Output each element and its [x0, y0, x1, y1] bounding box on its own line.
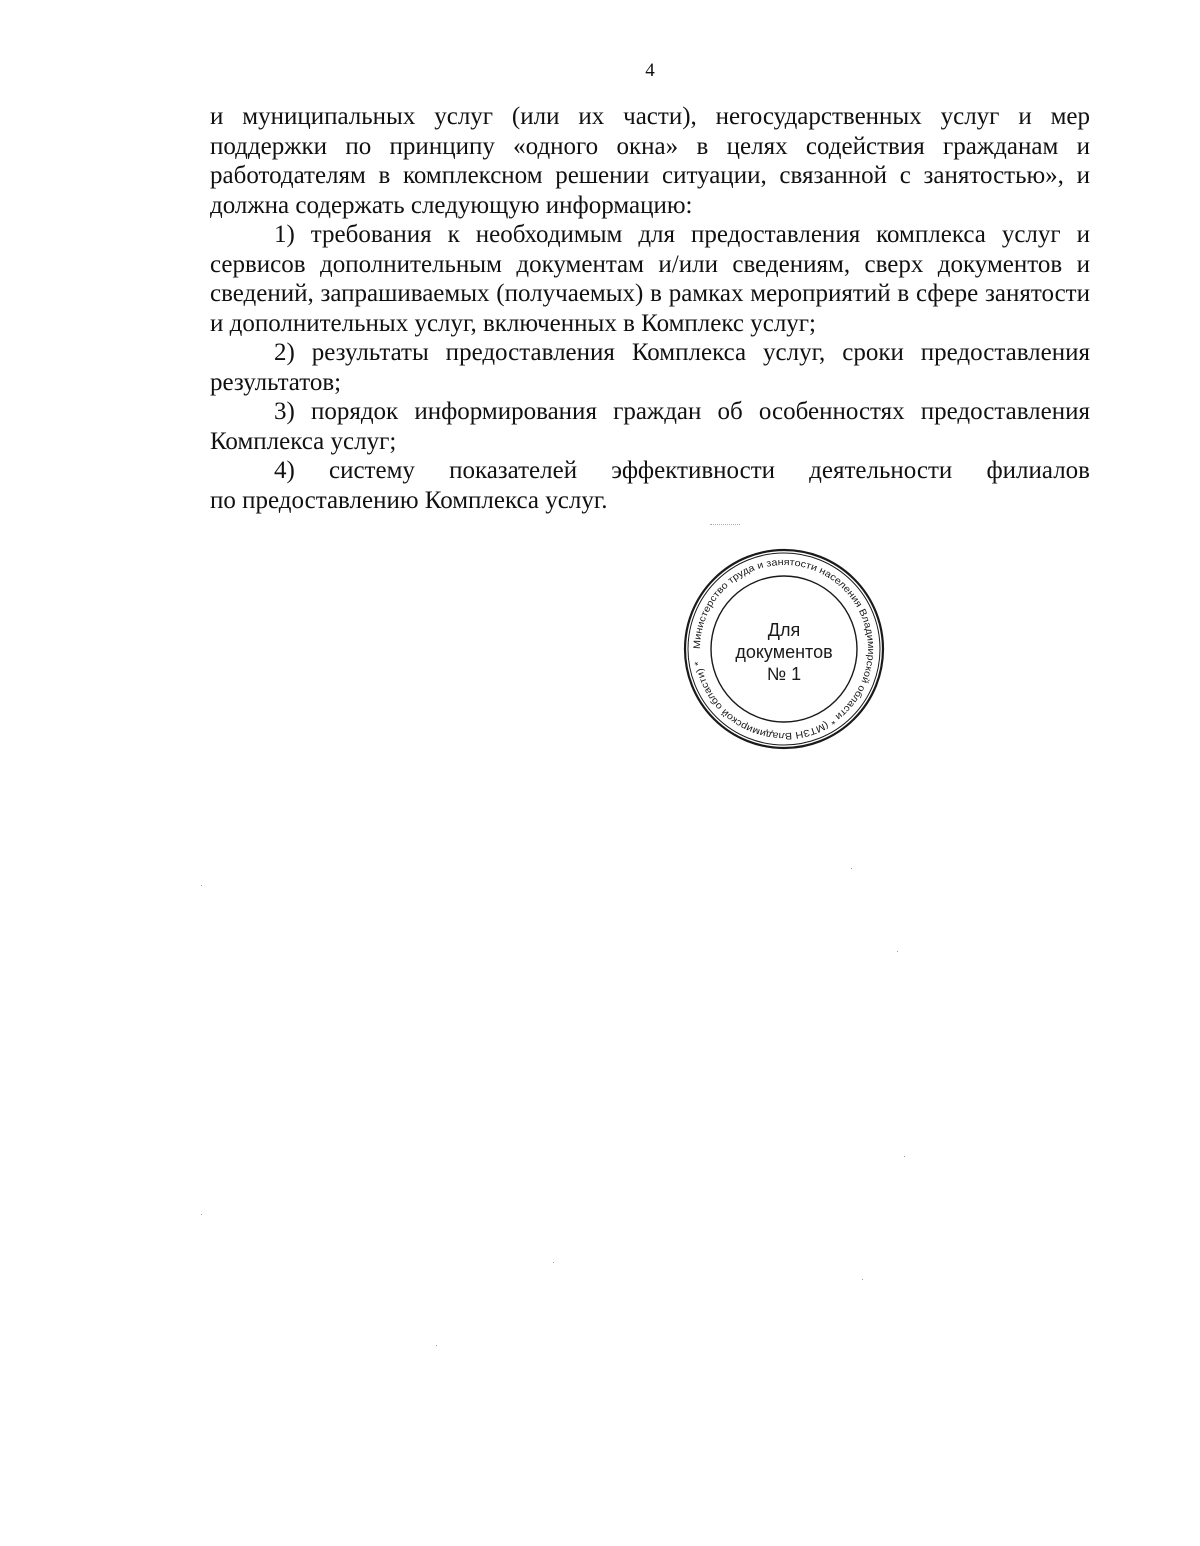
- scan-noise: [710, 524, 740, 525]
- scan-noise: [201, 885, 202, 886]
- list-item-3: 3) порядок информирования граждан об особенностях предоставления Комплекса услуг;: [210, 398, 1090, 455]
- list-item-4-line-2: по предоставлению Комплекса услуг.: [210, 486, 608, 514]
- seal-center-line-3: № 1: [766, 664, 802, 684]
- scan-noise: [904, 1156, 905, 1157]
- scan-noise: [201, 1214, 202, 1215]
- document-body: [210, 102, 1090, 515]
- scan-noise: [897, 951, 898, 952]
- seal-center-line-2: документов: [735, 642, 833, 662]
- official-seal: [683, 548, 885, 750]
- scan-noise: [553, 1262, 554, 1263]
- scan-noise: [862, 1279, 863, 1280]
- scan-noise: [436, 1345, 437, 1346]
- list-item-1: 1) требования к необходимым для предоставления комплекса услуг и сервисов дополнительным документам и/или сведениям, сверх документов и сведений, запрашиваемых (получаемых) в рамках мероприятий в сфере занятости и дополнительных услуг, включенных в Комплекс услуг;: [210, 221, 1090, 337]
- scan-noise: [851, 868, 852, 869]
- intro-paragraph: и муниципальных услуг (или их части), негосударственных услуг и мер поддержки по принципу «одного окна» в целях содействия гражданам и работодателям в комплексном решении ситуации, связанной с занятостью», и должна содержать следующую информацию:: [210, 103, 1090, 219]
- list-item-2: 2) результаты предоставления Комплекса услуг, сроки предоставления результатов;: [210, 339, 1090, 396]
- seal-center-line-1: Для: [767, 620, 801, 640]
- list-item-4-line-1: 4) систему показателей эффективности деятельности филиалов: [274, 457, 1090, 484]
- seal-ring-text: Министерство труда и занятости населения Владимирской области * (МТЗН Владимирской области) *: [691, 556, 877, 742]
- page-number: 4: [645, 60, 655, 81]
- seal-graphic: [683, 548, 885, 750]
